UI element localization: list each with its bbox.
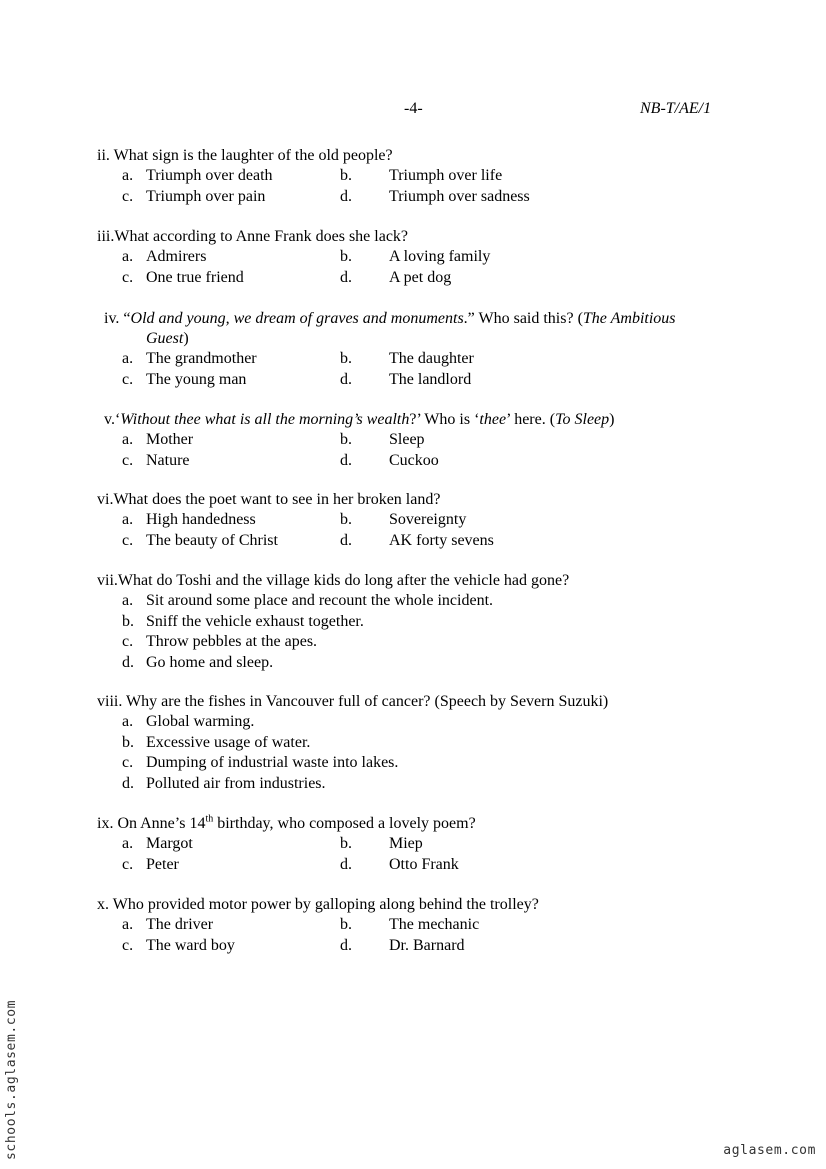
question-text: vi.What does the poet want to see in her broken land? xyxy=(97,491,441,508)
option-b-label: b. xyxy=(340,835,352,852)
question-text: viii. Why are the fishes in Vancouver full of cancer? (Speech by Severn Suzuki) xyxy=(97,693,609,710)
option-c-label: c. xyxy=(122,370,134,388)
question-middle: ?’ Who is ‘ xyxy=(409,411,480,428)
question-text xyxy=(104,309,754,329)
quotation: Without thee what is all the morning’s wealth xyxy=(120,411,410,428)
option-d: AK forty sevens xyxy=(389,531,494,549)
option-row-b xyxy=(97,612,747,633)
option-b-label: b. xyxy=(122,612,134,630)
option-b-label: b. xyxy=(340,248,352,265)
option-a-label: a. xyxy=(122,248,134,265)
paper-code: NB-T/AE/1 xyxy=(640,100,712,117)
option-a: The grandmother xyxy=(146,350,257,367)
question-x xyxy=(97,895,747,956)
question-text xyxy=(104,410,754,430)
question-iii xyxy=(97,227,747,288)
options-row-ab xyxy=(97,349,747,370)
question-prefix: v.‘ xyxy=(104,411,121,428)
option-a-label: a. xyxy=(122,350,134,367)
option-a-label: a. xyxy=(122,511,134,528)
option-b: Sniff the vehicle exhaust together. xyxy=(146,612,364,630)
option-c: The young man xyxy=(146,370,247,388)
option-d-label: d. xyxy=(340,451,352,469)
option-b: Excessive usage of water. xyxy=(146,733,311,751)
option-d-label: d. xyxy=(340,855,352,873)
option-b: The daughter xyxy=(389,350,474,367)
source-title: The Ambitious xyxy=(582,310,676,327)
option-a: Global warming. xyxy=(146,713,255,730)
option-d: Otto Frank xyxy=(389,855,459,873)
options-row-ab xyxy=(97,915,747,936)
option-a-label: a. xyxy=(122,167,134,184)
option-b: Sovereignty xyxy=(389,511,467,528)
question-text: iii.What according to Anne Frank does she lack? xyxy=(97,228,409,245)
option-d: Cuckoo xyxy=(389,451,439,469)
option-a: Sit around some place and recount the whole incident. xyxy=(146,592,494,609)
question-text: ii. What sign is the laughter of the old people? xyxy=(97,147,393,164)
option-c-label: c. xyxy=(122,451,134,469)
option-a-label: a. xyxy=(122,835,134,852)
option-b: Sleep xyxy=(389,431,425,448)
question-middle-2: ’ here. ( xyxy=(506,411,556,428)
options-row-cd xyxy=(97,855,747,876)
option-a: The driver xyxy=(146,916,214,933)
option-d-label: d. xyxy=(340,531,352,549)
options-row-ab xyxy=(97,510,747,531)
option-b: Miep xyxy=(389,835,423,852)
question-vii xyxy=(97,571,747,673)
question-vi xyxy=(97,490,747,551)
option-a-label: a. xyxy=(122,431,134,448)
options-row-cd xyxy=(97,936,747,957)
quotation: Old and young, we dream of graves and monuments xyxy=(130,310,464,327)
options-row-cd xyxy=(97,531,747,552)
option-d: Polluted air from industries. xyxy=(146,774,326,792)
option-c-label: c. xyxy=(122,187,134,205)
ordinal-suffix: th xyxy=(205,813,214,825)
option-row-d xyxy=(97,653,747,674)
options-row-cd xyxy=(97,268,747,289)
option-c-label: c. xyxy=(122,268,134,286)
option-d-label: d. xyxy=(122,774,134,792)
options-row-ab xyxy=(97,430,747,451)
source-title: To Sleep xyxy=(555,411,610,428)
question-ii xyxy=(97,146,747,207)
option-c-label: c. xyxy=(122,531,134,549)
question-prefix: iv. “ xyxy=(104,310,131,327)
option-d-label: d. xyxy=(340,936,352,954)
page-number: -4- xyxy=(404,100,423,117)
option-b: The mechanic xyxy=(389,916,480,933)
option-row-d xyxy=(97,774,747,795)
option-d-label: d. xyxy=(340,370,352,388)
option-a: Margot xyxy=(146,835,193,852)
option-c: One true friend xyxy=(146,268,244,286)
option-d: Triumph over sadness xyxy=(389,187,530,205)
option-row-a xyxy=(97,591,747,612)
option-row-c xyxy=(97,632,747,653)
option-d: A pet dog xyxy=(389,268,452,286)
option-d-label: d. xyxy=(122,653,134,671)
quoted-word: thee xyxy=(479,411,507,428)
option-c: Dumping of industrial waste into lakes. xyxy=(146,754,399,771)
option-b-label: b. xyxy=(340,350,352,367)
option-row-a xyxy=(97,712,747,733)
option-b-label: b. xyxy=(340,916,352,933)
option-a: Mother xyxy=(146,431,194,448)
option-c-label: c. xyxy=(122,936,134,954)
options-row-ab xyxy=(97,166,747,187)
option-a-label: a. xyxy=(122,916,134,933)
question-text: vii.What do Toshi and the village kids do long after the vehicle had gone? xyxy=(97,572,570,589)
question-close: ) xyxy=(609,411,615,428)
option-b-label: b. xyxy=(340,511,352,528)
source-title-continued: Guest xyxy=(146,330,184,347)
option-d: The landlord xyxy=(389,370,472,388)
question-v xyxy=(104,410,754,471)
option-c: The beauty of Christ xyxy=(146,531,278,549)
question-text xyxy=(97,814,747,834)
side-watermark: schools.aglasem.com xyxy=(4,999,19,1160)
option-row-b xyxy=(97,733,747,754)
options-row-cd xyxy=(97,370,747,391)
options-row-cd xyxy=(97,451,747,472)
option-a-label: a. xyxy=(122,592,134,609)
footer-watermark: aglasem.com xyxy=(723,1143,816,1158)
option-a-label: a. xyxy=(122,713,134,730)
option-a: Triumph over death xyxy=(146,167,273,184)
question-ix xyxy=(97,814,747,875)
option-b-label: b. xyxy=(340,431,352,448)
question-iv xyxy=(104,309,754,390)
option-b: A loving family xyxy=(389,248,491,265)
options-row-ab xyxy=(97,247,747,268)
question-viii xyxy=(97,692,747,794)
question-close: ) xyxy=(183,330,189,347)
option-a: High handedness xyxy=(146,511,256,528)
option-c-label: c. xyxy=(122,754,134,771)
options-row-ab xyxy=(97,834,747,855)
option-c: Peter xyxy=(146,855,179,873)
option-d-label: d. xyxy=(340,187,352,205)
question-suffix: birthday, who composed a lovely poem? xyxy=(213,815,476,832)
option-b: Triumph over life xyxy=(389,167,503,184)
option-b-label: b. xyxy=(122,733,134,751)
question-text-continued xyxy=(104,329,754,349)
option-b-label: b. xyxy=(340,167,352,184)
option-c-label: c. xyxy=(122,855,134,873)
option-c: Nature xyxy=(146,451,190,469)
option-d-label: d. xyxy=(340,268,352,286)
option-c: The ward boy xyxy=(146,936,235,954)
option-c: Throw pebbles at the apes. xyxy=(146,633,318,650)
option-c-label: c. xyxy=(122,633,134,650)
options-row-cd xyxy=(97,187,747,208)
option-a: Admirers xyxy=(146,248,207,265)
question-middle: .” Who said this? ( xyxy=(463,310,583,327)
option-c: Triumph over pain xyxy=(146,187,266,205)
question-text: x. Who provided motor power by galloping along behind the trolley? xyxy=(97,896,539,913)
option-d: Go home and sleep. xyxy=(146,653,274,671)
question-prefix: ix. On Anne’s 14 xyxy=(97,815,206,832)
option-row-c xyxy=(97,753,747,774)
option-d: Dr. Barnard xyxy=(389,936,465,954)
